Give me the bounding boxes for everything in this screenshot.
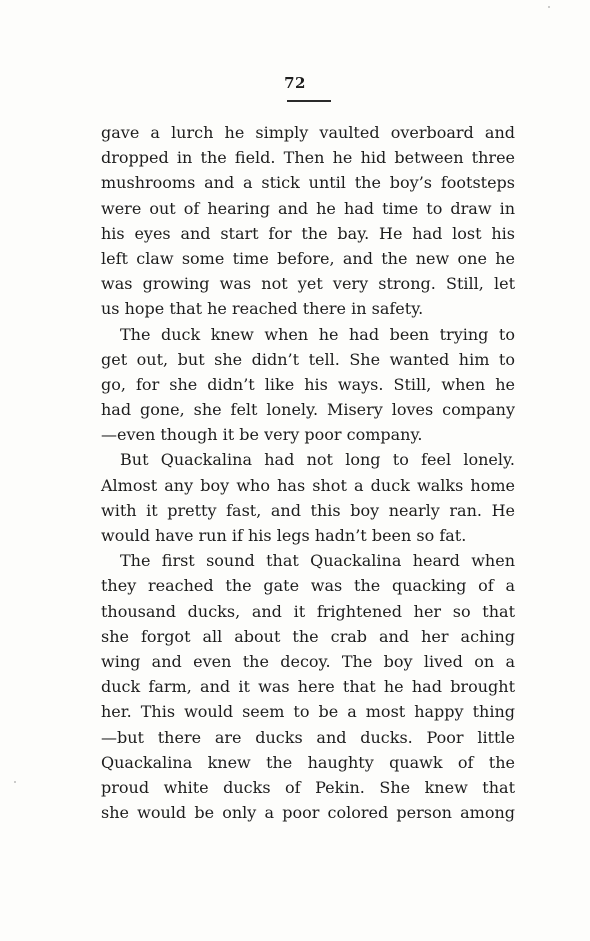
text-line: But Quackalina had not long to feel lonely. (120, 450, 515, 470)
text-line: was growing was not yet very strong. Still, let (101, 274, 515, 294)
text-line: thousand ducks, and it frightened her so that (101, 601, 515, 621)
text-line: with it pretty fast, and this boy nearly ran. He (101, 500, 515, 520)
text-line: The duck knew when he had been trying to (120, 324, 515, 344)
page-number: 72 (284, 74, 306, 92)
text-line: go, for she didn’t like his ways. Still, when he (101, 374, 515, 394)
page-number-rule (287, 100, 331, 102)
text-line: gave a lurch he simply vaulted overboard and (101, 123, 515, 142)
text-line: dropped in the field. Then he hid between three (101, 148, 515, 168)
text-line: had gone, she felt lonely. Misery loves company (101, 400, 515, 420)
text-line: left claw some time before, and the new one he (101, 248, 515, 268)
paper-speck (548, 6, 550, 8)
text-line: Almost any boy who has shot a duck walks home (101, 475, 515, 495)
text-line: get out, but she didn’t tell. She wanted him to (101, 349, 515, 369)
page-body-text (101, 120, 515, 825)
text-line: duck farm, and it was here that he had brought (101, 677, 515, 697)
paper-speck (14, 781, 16, 783)
text-line: they reached the gate was the quacking of a (101, 576, 515, 596)
text-line: her. This would seem to be a most happy thing (101, 702, 515, 722)
text-line: The first sound that Quackalina heard when (120, 551, 515, 571)
text-line: wing and even the decoy. The boy lived on a (101, 651, 515, 671)
text-line: us hope that he reached there in safety. (101, 299, 424, 319)
text-line: his eyes and start for the bay. He had lost his (101, 223, 515, 243)
text-line: would have run if his legs hadn’t been so fat. (101, 526, 467, 545)
text-line: proud white ducks of Pekin. She knew that (101, 777, 515, 797)
text-line: she would be only a poor colored person among (101, 803, 515, 823)
text-line: mushrooms and a stick until the boy’s footsteps (101, 173, 515, 193)
text-line: Quackalina knew the haughty quawk of the (101, 752, 515, 772)
text-line: —even though it be very poor company. (101, 425, 423, 445)
text-line: she forgot all about the crab and her aching (101, 626, 515, 646)
text-line: —but there are ducks and ducks. Poor little (101, 727, 515, 747)
text-line: were out of hearing and he had time to draw in (101, 198, 515, 218)
